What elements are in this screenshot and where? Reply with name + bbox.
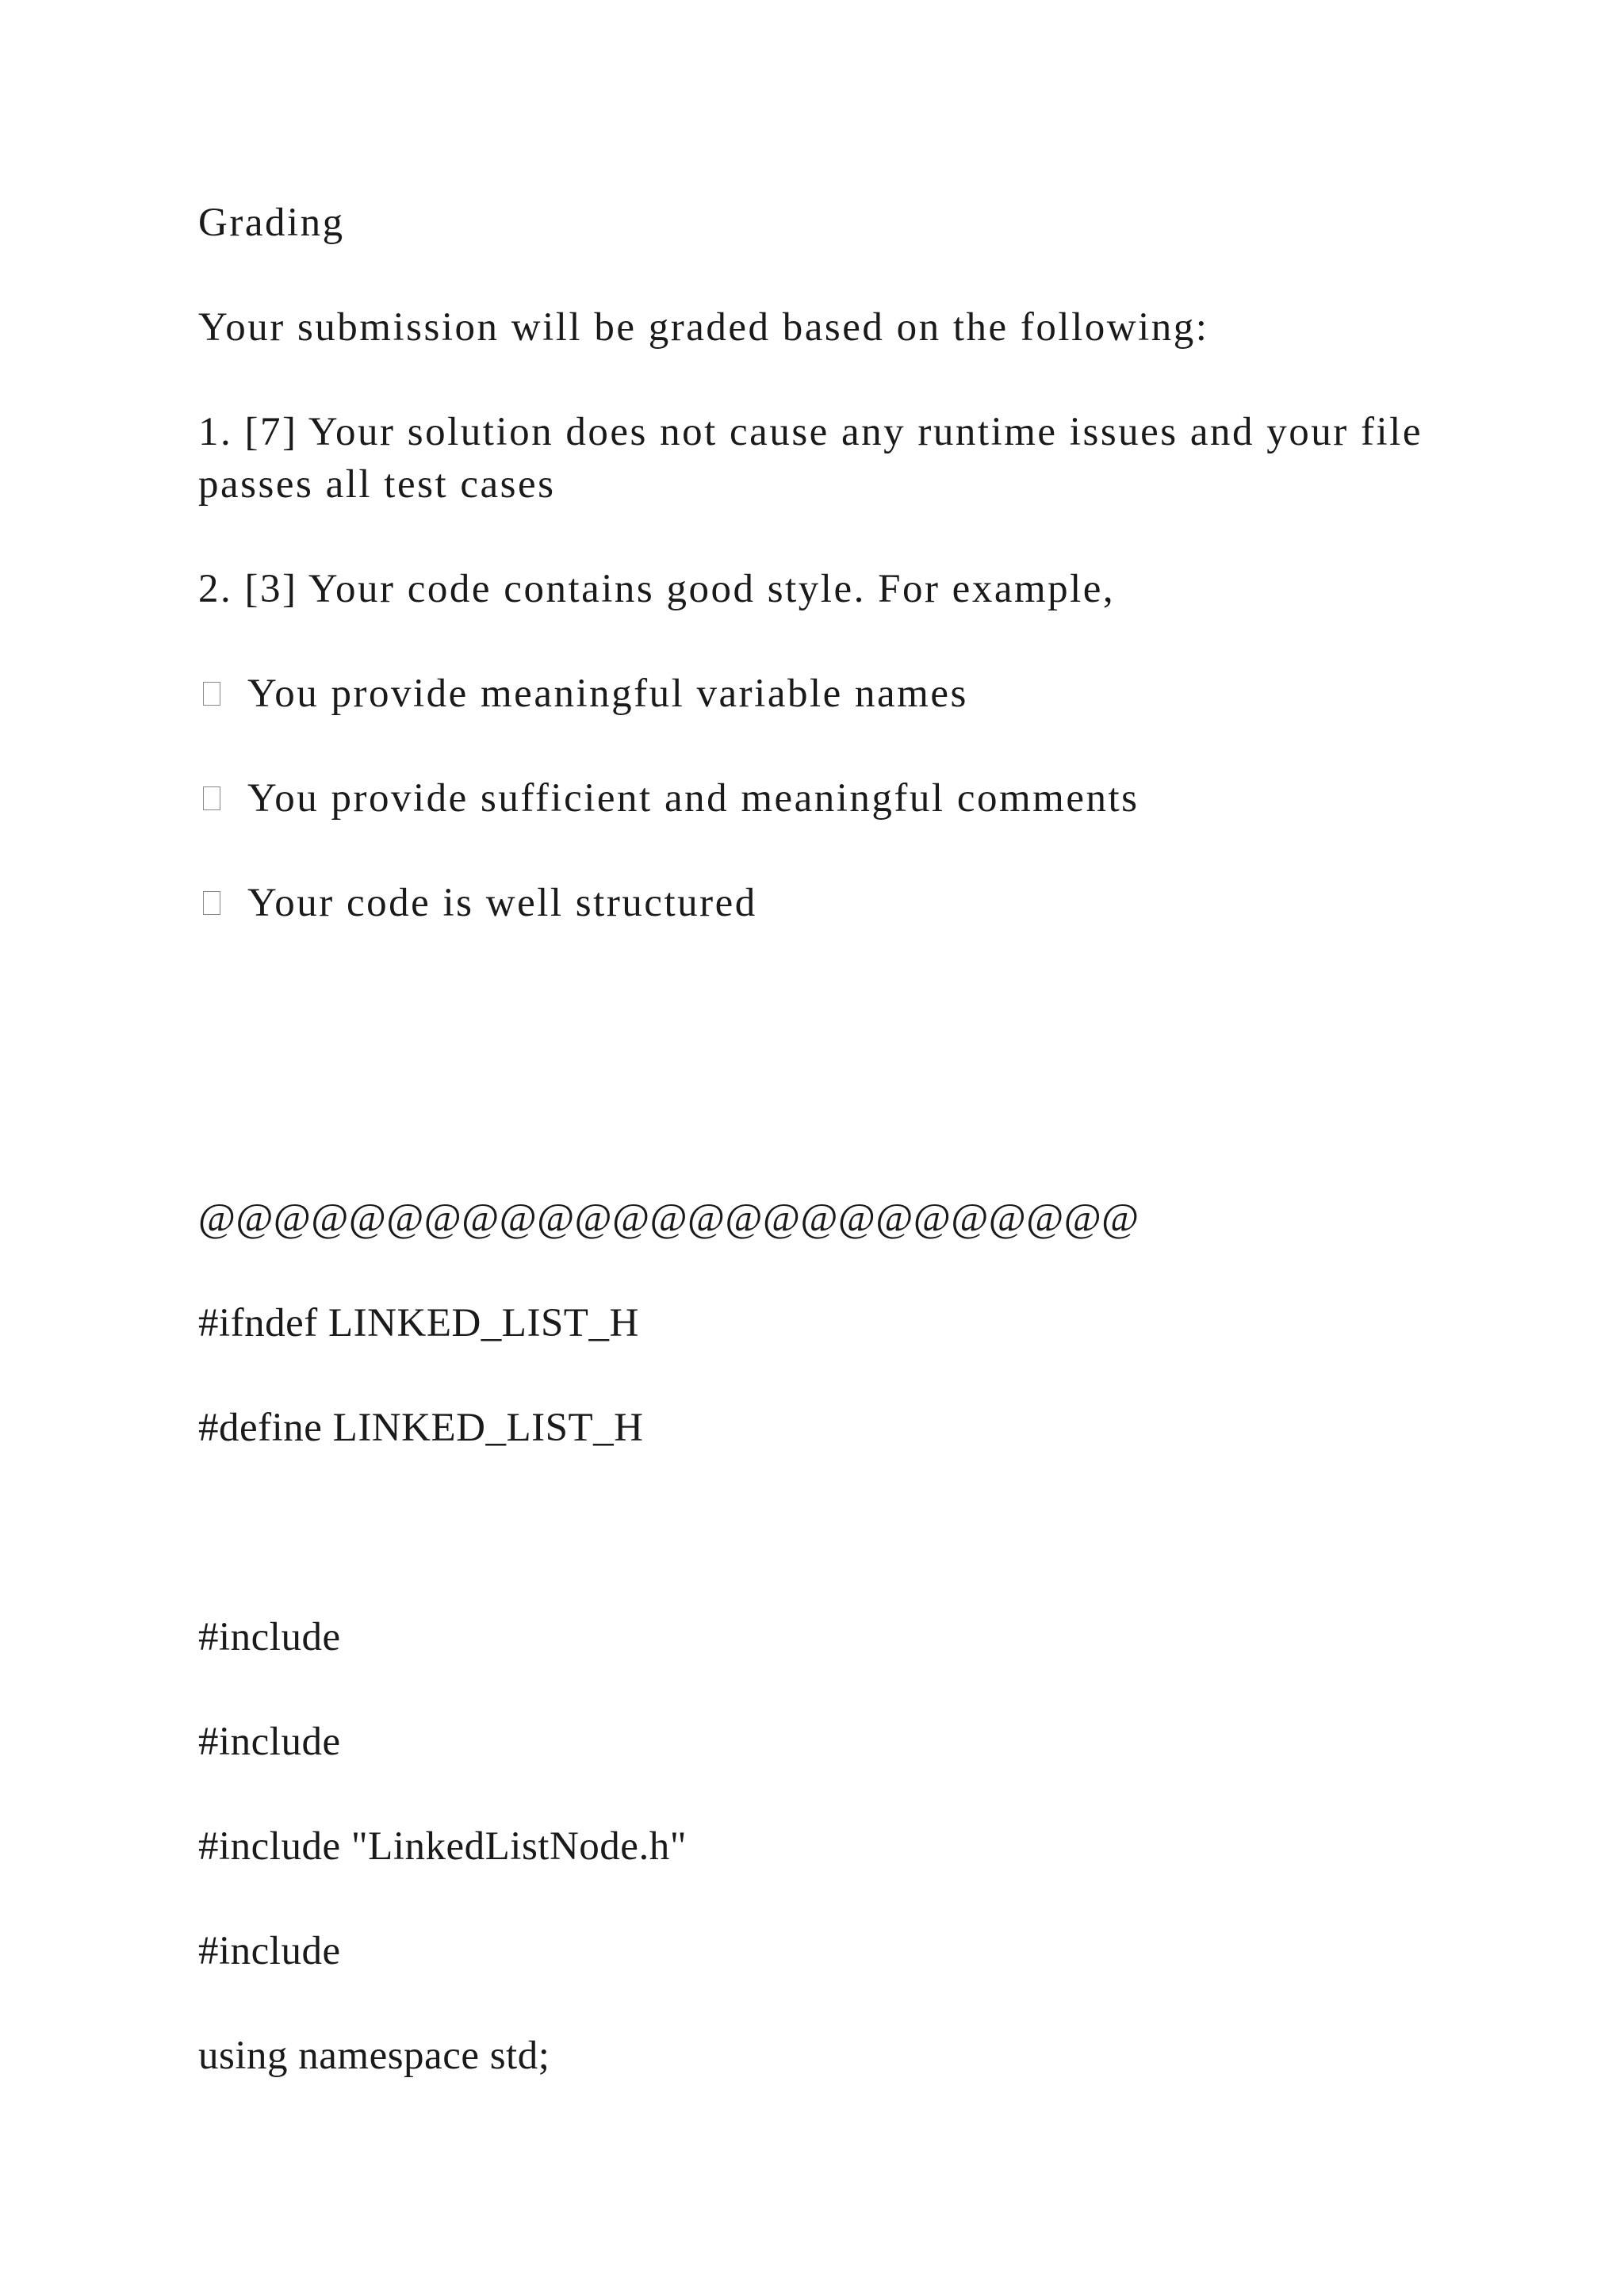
style-point-text: You provide meaningful variable names — [247, 672, 968, 716]
style-point-1 — [198, 668, 968, 720]
code-line-include-node: #include "LinkedListNode.h" — [198, 1824, 688, 1869]
style-point-2 — [198, 772, 1139, 825]
criterion-2: 2. [3] Your code contains good style. For example, — [198, 567, 1116, 611]
code-line-include-1: #include — [198, 1615, 341, 1659]
code-line-include-3: #include — [198, 1929, 341, 1973]
code-line-using-namespace: using namespace std; — [198, 2034, 550, 2078]
checkbox-icon — [203, 891, 220, 915]
style-point-3 — [198, 877, 757, 929]
code-line-include-2: #include — [198, 1720, 341, 1764]
checkbox-icon — [203, 682, 220, 706]
separator-line: @@@@@@@@@@@@@@@@@@@@@@@@@ — [198, 1196, 1139, 1241]
code-line-define: #define LINKED_LIST_H — [198, 1406, 644, 1450]
intro-text: Your submission will be graded based on the following: — [198, 305, 1209, 350]
criterion-1: 1. [7] Your solution does not cause any runtime issues and your file passes all test cases — [198, 410, 1423, 507]
code-line-ifndef: #ifndef LINKED_LIST_H — [198, 1301, 639, 1345]
style-point-text: Your code is well structured — [247, 881, 757, 925]
section-heading: Grading — [198, 201, 345, 245]
style-point-text: You provide sufficient and meaningful comments — [247, 776, 1139, 821]
checkbox-icon — [203, 786, 220, 810]
